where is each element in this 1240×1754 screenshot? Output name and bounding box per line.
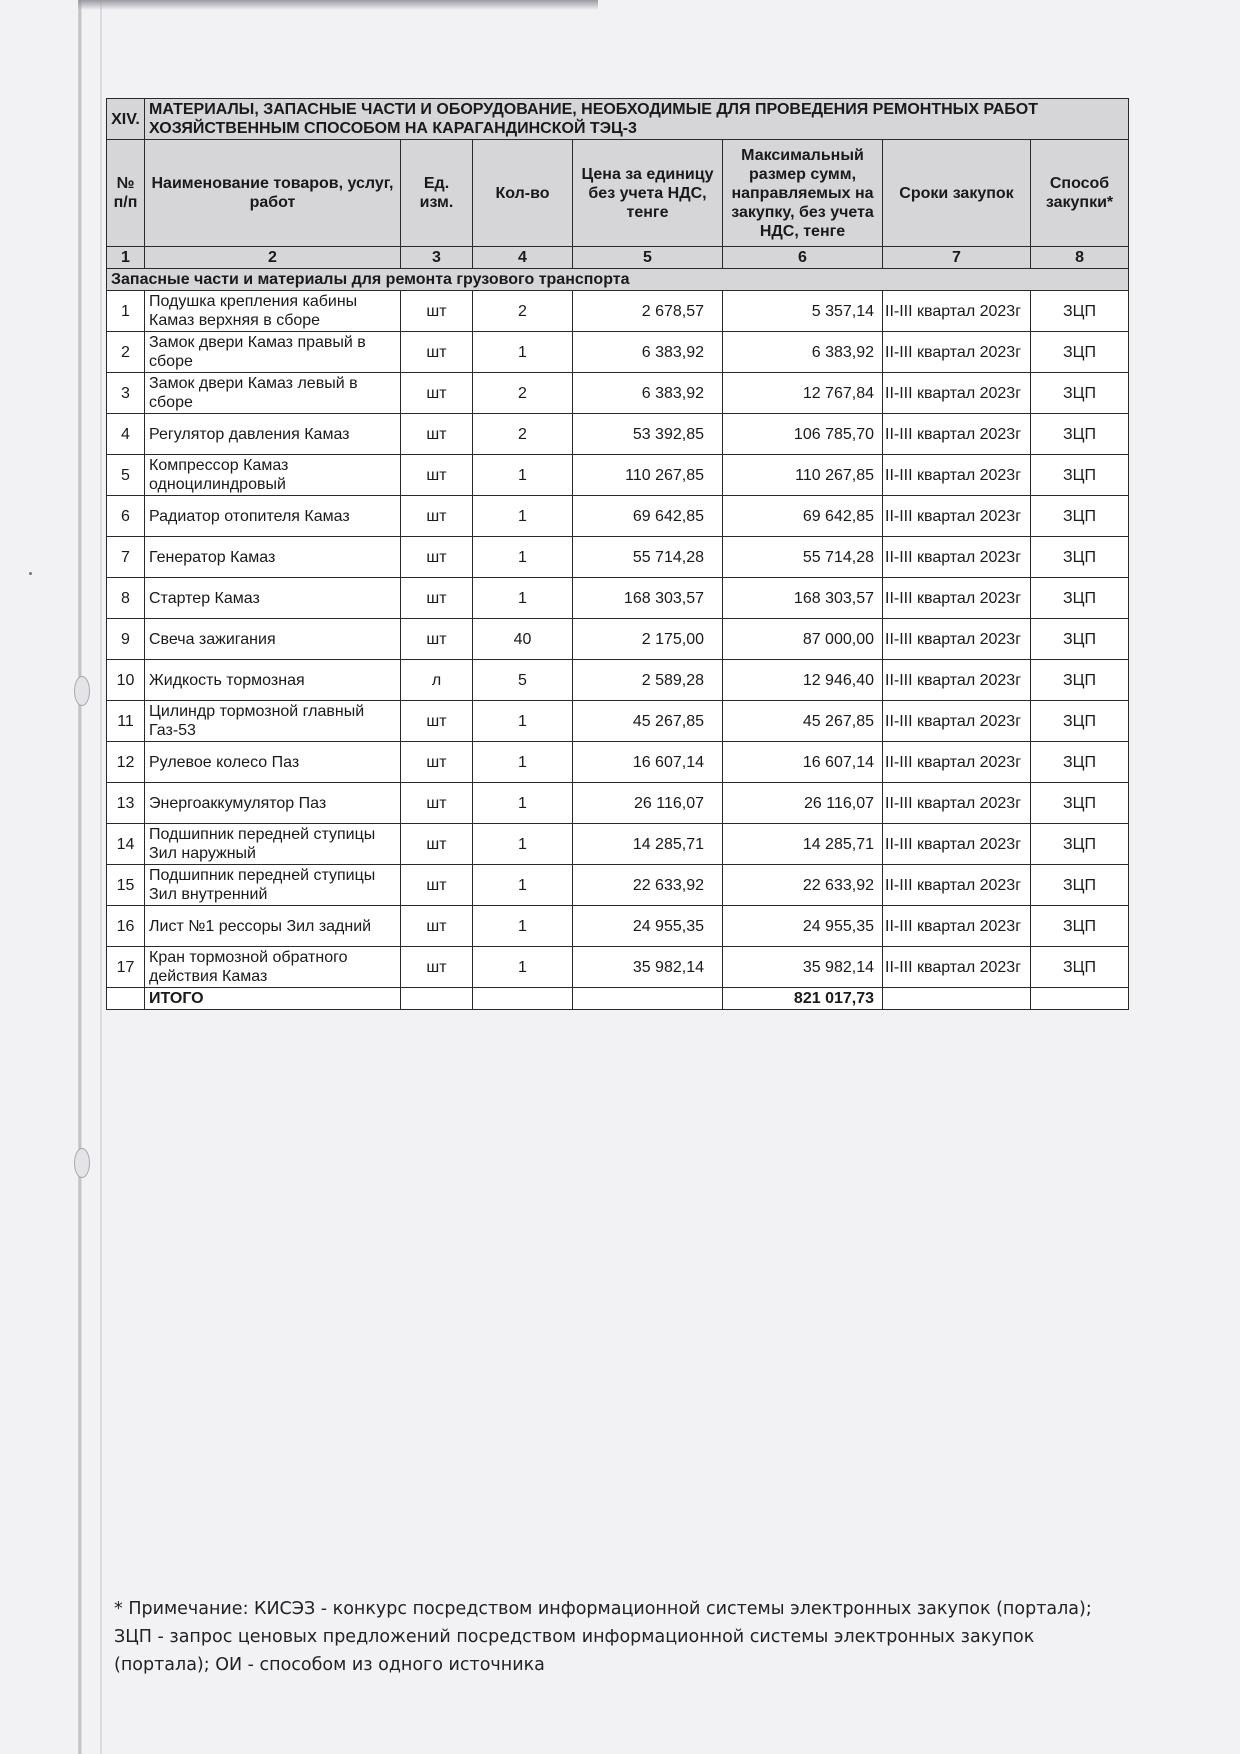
column-number: 7 [883, 247, 1031, 269]
column-number: 5 [573, 247, 723, 269]
item-unit-price: 110 267,85 [573, 455, 723, 496]
item-procurement-method: ЗЦП [1031, 865, 1129, 906]
section-number: XIV. [107, 99, 145, 140]
item-max-sum: 5 357,14 [723, 291, 883, 332]
table-row [107, 906, 1129, 947]
item-unit: шт [401, 537, 473, 578]
item-quantity: 2 [473, 373, 573, 414]
footnote: * Примечание: КИСЭЗ - конкурс посредством информационной системы электронных закупок (портала); ЗЦП - запрос ценовых предложений посредством информационной системы электронных закупок (портала); ОИ - способом из одного источника [114, 1599, 1092, 1675]
row-number: 17 [107, 947, 145, 988]
table-row [107, 865, 1129, 906]
table-row [107, 291, 1129, 332]
item-name: Подшипник передней ступицы Зил наружный [145, 824, 401, 865]
group-row [107, 269, 1129, 291]
item-name: Свеча зажигания [145, 619, 401, 660]
item-max-sum: 26 116,07 [723, 783, 883, 824]
item-procurement-method: ЗЦП [1031, 373, 1129, 414]
item-quantity: 1 [473, 906, 573, 947]
item-procurement-term: II-III квартал 2023г [883, 783, 1031, 824]
header-qty: Кол-во [473, 140, 573, 247]
item-procurement-method: ЗЦП [1031, 783, 1129, 824]
table-row [107, 537, 1129, 578]
table-row [107, 373, 1129, 414]
item-procurement-method: ЗЦП [1031, 291, 1129, 332]
table-row [107, 619, 1129, 660]
item-unit-price: 168 303,57 [573, 578, 723, 619]
item-name: Генератор Камаз [145, 537, 401, 578]
header-method: Способ закупки* [1031, 140, 1129, 247]
item-name: Лист №1 рессоры Зил задний [145, 906, 401, 947]
item-name: Замок двери Камаз левый в сборе [145, 373, 401, 414]
row-number: 2 [107, 332, 145, 373]
table-row [107, 578, 1129, 619]
row-number: 5 [107, 455, 145, 496]
column-number-row [107, 247, 1129, 269]
item-max-sum: 22 633,92 [723, 865, 883, 906]
scan-speck [29, 572, 32, 575]
item-unit-price: 69 642,85 [573, 496, 723, 537]
item-unit-price: 2 678,57 [573, 291, 723, 332]
column-number: 3 [401, 247, 473, 269]
header-term: Сроки закупок [883, 140, 1031, 247]
table-row [107, 496, 1129, 537]
section-header-row [107, 99, 1129, 140]
item-name: Регулятор давления Камаз [145, 414, 401, 455]
item-procurement-term: II-III квартал 2023г [883, 865, 1031, 906]
item-unit-price: 16 607,14 [573, 742, 723, 783]
item-procurement-method: ЗЦП [1031, 906, 1129, 947]
item-unit: шт [401, 742, 473, 783]
row-number: 4 [107, 414, 145, 455]
item-max-sum: 55 714,28 [723, 537, 883, 578]
item-unit: шт [401, 496, 473, 537]
header-unit: Ед. изм. [401, 140, 473, 247]
item-max-sum: 45 267,85 [723, 701, 883, 742]
item-procurement-method: ЗЦП [1031, 742, 1129, 783]
item-max-sum: 110 267,85 [723, 455, 883, 496]
header-name: Наименование товаров, услуг, работ [145, 140, 401, 247]
item-unit-price: 22 633,92 [573, 865, 723, 906]
procurement-table [106, 98, 1129, 1010]
group-title: Запасные части и материалы для ремонта грузового транспорта [107, 269, 1129, 291]
table-row [107, 824, 1129, 865]
column-number: 4 [473, 247, 573, 269]
table-row [107, 783, 1129, 824]
total-cell-empty [883, 988, 1031, 1010]
table-row [107, 701, 1129, 742]
punch-hole [74, 1148, 90, 1178]
item-quantity: 1 [473, 496, 573, 537]
item-unit: шт [401, 332, 473, 373]
item-procurement-term: II-III квартал 2023г [883, 701, 1031, 742]
item-unit: шт [401, 947, 473, 988]
row-number: 7 [107, 537, 145, 578]
item-name: Стартер Камаз [145, 578, 401, 619]
item-unit-price: 14 285,71 [573, 824, 723, 865]
item-quantity: 2 [473, 414, 573, 455]
item-procurement-term: II-III квартал 2023г [883, 332, 1031, 373]
item-max-sum: 14 285,71 [723, 824, 883, 865]
item-unit-price: 45 267,85 [573, 701, 723, 742]
total-cell-empty [107, 988, 145, 1010]
header-sum: Максимальный размер сумм, направляемых на закупку, без учета НДС, тенге [723, 140, 883, 247]
item-unit: л [401, 660, 473, 701]
item-max-sum: 12 946,40 [723, 660, 883, 701]
item-unit-price: 53 392,85 [573, 414, 723, 455]
item-max-sum: 168 303,57 [723, 578, 883, 619]
item-unit: шт [401, 578, 473, 619]
item-procurement-term: II-III квартал 2023г [883, 414, 1031, 455]
total-cell-empty [1031, 988, 1129, 1010]
column-number: 2 [145, 247, 401, 269]
item-unit-price: 2 175,00 [573, 619, 723, 660]
item-quantity: 1 [473, 537, 573, 578]
item-name: Жидкость тормозная [145, 660, 401, 701]
item-unit: шт [401, 291, 473, 332]
item-procurement-term: II-III квартал 2023г [883, 619, 1031, 660]
item-procurement-term: II-III квартал 2023г [883, 373, 1031, 414]
item-max-sum: 6 383,92 [723, 332, 883, 373]
item-quantity: 1 [473, 701, 573, 742]
item-procurement-term: II-III квартал 2023г [883, 578, 1031, 619]
item-quantity: 1 [473, 783, 573, 824]
item-max-sum: 87 000,00 [723, 619, 883, 660]
scan-shadow [78, 0, 598, 10]
item-procurement-method: ЗЦП [1031, 332, 1129, 373]
row-number: 10 [107, 660, 145, 701]
item-quantity: 5 [473, 660, 573, 701]
item-quantity: 1 [473, 824, 573, 865]
table-row [107, 947, 1129, 988]
item-quantity: 1 [473, 332, 573, 373]
item-procurement-term: II-III квартал 2023г [883, 947, 1031, 988]
table-row [107, 332, 1129, 373]
total-cell-empty [401, 988, 473, 1010]
item-unit-price: 24 955,35 [573, 906, 723, 947]
row-number: 3 [107, 373, 145, 414]
item-procurement-term: II-III квартал 2023г [883, 660, 1031, 701]
item-unit-price: 6 383,92 [573, 373, 723, 414]
row-number: 9 [107, 619, 145, 660]
item-unit: шт [401, 619, 473, 660]
item-name: Рулевое колесо Паз [145, 742, 401, 783]
total-cell-empty [573, 988, 723, 1010]
item-unit-price: 26 116,07 [573, 783, 723, 824]
header-price: Цена за единицу без учета НДС, тенге [573, 140, 723, 247]
item-procurement-method: ЗЦП [1031, 496, 1129, 537]
item-procurement-method: ЗЦП [1031, 414, 1129, 455]
row-number: 16 [107, 906, 145, 947]
item-max-sum: 24 955,35 [723, 906, 883, 947]
item-quantity: 2 [473, 291, 573, 332]
item-quantity: 1 [473, 578, 573, 619]
section-title: МАТЕРИАЛЫ, ЗАПАСНЫЕ ЧАСТИ И ОБОРУДОВАНИЕ, НЕОБХОДИМЫЕ ДЛЯ ПРОВЕДЕНИЯ РЕМОНТНЫХ РАБОТ ХОЗЯЙСТВЕННЫМ СПОСОБОМ НА КАРАГАНДИНСКОЙ ТЭЦ-3 [145, 99, 1129, 140]
item-procurement-method: ЗЦП [1031, 455, 1129, 496]
item-max-sum: 106 785,70 [723, 414, 883, 455]
column-number: 6 [723, 247, 883, 269]
item-procurement-term: II-III квартал 2023г [883, 455, 1031, 496]
item-name: Подшипник передней ступицы Зил внутренний [145, 865, 401, 906]
item-name: Компрессор Камаз одноцилиндровый [145, 455, 401, 496]
item-quantity: 1 [473, 865, 573, 906]
item-unit: шт [401, 865, 473, 906]
row-number: 15 [107, 865, 145, 906]
item-name: Радиатор отопителя Камаз [145, 496, 401, 537]
item-name: Цилиндр тормозной главный Газ-53 [145, 701, 401, 742]
item-procurement-method: ЗЦП [1031, 947, 1129, 988]
item-name: Подушка крепления кабины Камаз верхняя в сборе [145, 291, 401, 332]
item-unit: шт [401, 455, 473, 496]
column-number: 1 [107, 247, 145, 269]
item-unit-price: 6 383,92 [573, 332, 723, 373]
item-procurement-method: ЗЦП [1031, 537, 1129, 578]
table-row [107, 414, 1129, 455]
header-num: № п/п [107, 140, 145, 247]
table-row [107, 660, 1129, 701]
item-procurement-method: ЗЦП [1031, 619, 1129, 660]
item-quantity: 1 [473, 947, 573, 988]
item-unit: шт [401, 906, 473, 947]
item-procurement-method: ЗЦП [1031, 824, 1129, 865]
row-number: 12 [107, 742, 145, 783]
table-row [107, 455, 1129, 496]
item-quantity: 40 [473, 619, 573, 660]
item-procurement-term: II-III квартал 2023г [883, 742, 1031, 783]
row-number: 8 [107, 578, 145, 619]
item-name: Кран тормозной обратного действия Камаз [145, 947, 401, 988]
item-quantity: 1 [473, 455, 573, 496]
item-procurement-term: II-III квартал 2023г [883, 537, 1031, 578]
column-headers [107, 140, 1129, 247]
table-row [107, 742, 1129, 783]
item-procurement-method: ЗЦП [1031, 660, 1129, 701]
total-label: ИТОГО [145, 988, 401, 1010]
item-procurement-method: ЗЦП [1031, 701, 1129, 742]
item-unit: шт [401, 373, 473, 414]
item-procurement-term: II-III квартал 2023г [883, 906, 1031, 947]
item-max-sum: 35 982,14 [723, 947, 883, 988]
item-max-sum: 12 767,84 [723, 373, 883, 414]
binding-edge-inner [100, 0, 102, 1754]
item-name: Замок двери Камаз правый в сборе [145, 332, 401, 373]
binding-edge [78, 0, 82, 1754]
item-unit: шт [401, 783, 473, 824]
item-procurement-term: II-III квартал 2023г [883, 496, 1031, 537]
row-number: 1 [107, 291, 145, 332]
item-unit-price: 2 589,28 [573, 660, 723, 701]
total-cell-empty [473, 988, 573, 1010]
row-number: 6 [107, 496, 145, 537]
item-unit-price: 55 714,28 [573, 537, 723, 578]
item-max-sum: 16 607,14 [723, 742, 883, 783]
punch-hole [74, 676, 90, 706]
item-procurement-method: ЗЦП [1031, 578, 1129, 619]
item-max-sum: 69 642,85 [723, 496, 883, 537]
item-unit: шт [401, 701, 473, 742]
row-number: 14 [107, 824, 145, 865]
item-quantity: 1 [473, 742, 573, 783]
item-name: Энергоаккумулятор Паз [145, 783, 401, 824]
item-unit-price: 35 982,14 [573, 947, 723, 988]
item-procurement-term: II-III квартал 2023г [883, 824, 1031, 865]
total-row [107, 988, 1129, 1010]
item-unit: шт [401, 414, 473, 455]
item-unit: шт [401, 824, 473, 865]
row-number: 13 [107, 783, 145, 824]
total-sum: 821 017,73 [723, 988, 883, 1010]
item-procurement-term: II-III квартал 2023г [883, 291, 1031, 332]
row-number: 11 [107, 701, 145, 742]
column-number: 8 [1031, 247, 1129, 269]
